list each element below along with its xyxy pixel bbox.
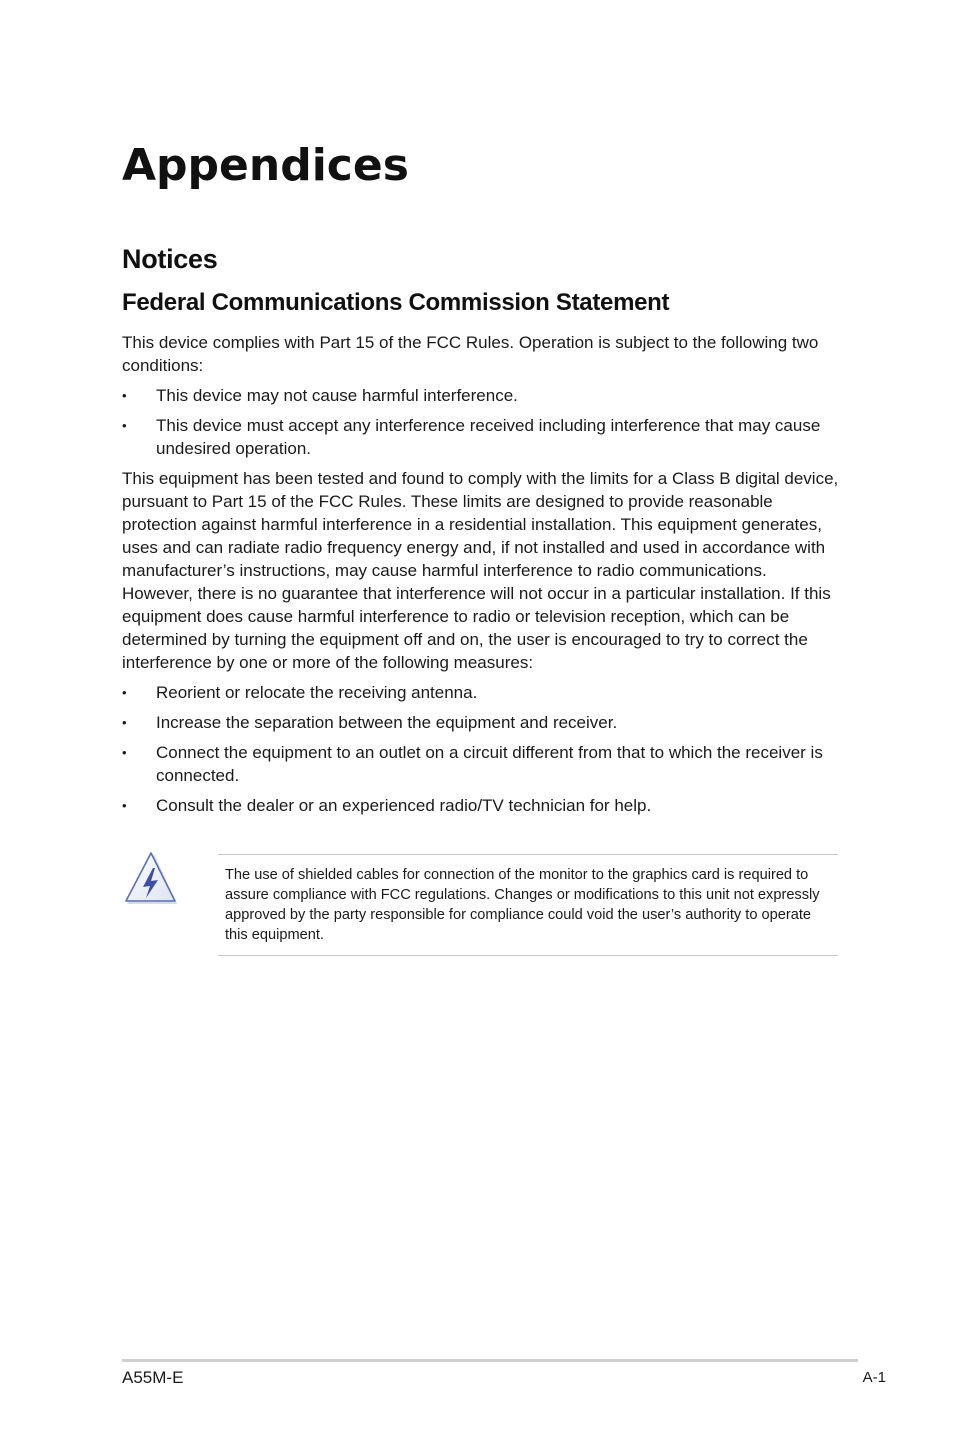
list-item bbox=[122, 794, 842, 817]
list-item-text: This device must accept any interference received including interference that may cause undesired operation. bbox=[156, 416, 821, 458]
subsection-title: Federal Communications Commission Statement bbox=[122, 289, 670, 316]
bullet-glyph: • bbox=[122, 798, 127, 813]
intro-paragraph: This device complies with Part 15 of the FCC Rules. Operation is subject to the following two conditions: bbox=[122, 333, 819, 375]
footer-product-name: A55M-E bbox=[122, 1368, 184, 1387]
section-title: Notices bbox=[122, 244, 218, 274]
list-item bbox=[122, 414, 842, 460]
fcc-statement-body bbox=[122, 331, 842, 824]
footer-divider bbox=[122, 1359, 858, 1362]
list-item bbox=[122, 711, 842, 734]
bullet-glyph: • bbox=[122, 715, 127, 730]
list-item-text: Connect the equipment to an outlet on a circuit different from that to which the receiver is connected. bbox=[156, 743, 823, 785]
list-item-text: Increase the separation between the equipment and receiver. bbox=[156, 713, 618, 732]
bullet-glyph: • bbox=[122, 418, 127, 433]
list-item bbox=[122, 681, 842, 704]
note-text: The use of shielded cables for connection of the monitor to the graphics card is required to assure compliance with FCC regulations. Changes or modifications to this unit not expressly approved by the party responsible for compliance could void the user’s authority to operate this equipment. bbox=[225, 867, 820, 943]
measures-list bbox=[122, 681, 842, 817]
list-item bbox=[122, 741, 842, 787]
compliance-paragraph: This equipment has been tested and found to comply with the limits for a Class B digital device, pursuant to Part 15 of the FCC Rules. These limits are designed to provide reasonable protection against harmful interference in a residential installation. This equipment generates, uses and can radiate radio frequency energy and, if not installed and used in accordance with manufacturer’s instructions, may cause harmful interference to radio communications. However, there is no guarantee that interference will not occur in a particular installation. If this equipment does cause harmful interference to radio or television reception, which can be determined by turning the equipment off and on, the user is encouraged to try to correct the interference by one or more of the following measures: bbox=[122, 469, 839, 672]
warning-lightning-icon bbox=[124, 852, 180, 908]
bullet-glyph: • bbox=[122, 685, 127, 700]
conditions-list bbox=[122, 384, 842, 460]
footer-page-number: A-1 bbox=[862, 1369, 886, 1386]
list-item-text: Consult the dealer or an experienced radio/TV technician for help. bbox=[156, 796, 652, 815]
note-box bbox=[218, 854, 838, 956]
page-title: Appendices bbox=[122, 140, 409, 191]
list-item bbox=[122, 384, 842, 407]
list-item-text: This device may not cause harmful interference. bbox=[156, 386, 518, 405]
bullet-glyph: • bbox=[122, 388, 127, 403]
list-item-text: Reorient or relocate the receiving antenna. bbox=[156, 683, 478, 702]
bullet-glyph: • bbox=[122, 745, 127, 760]
